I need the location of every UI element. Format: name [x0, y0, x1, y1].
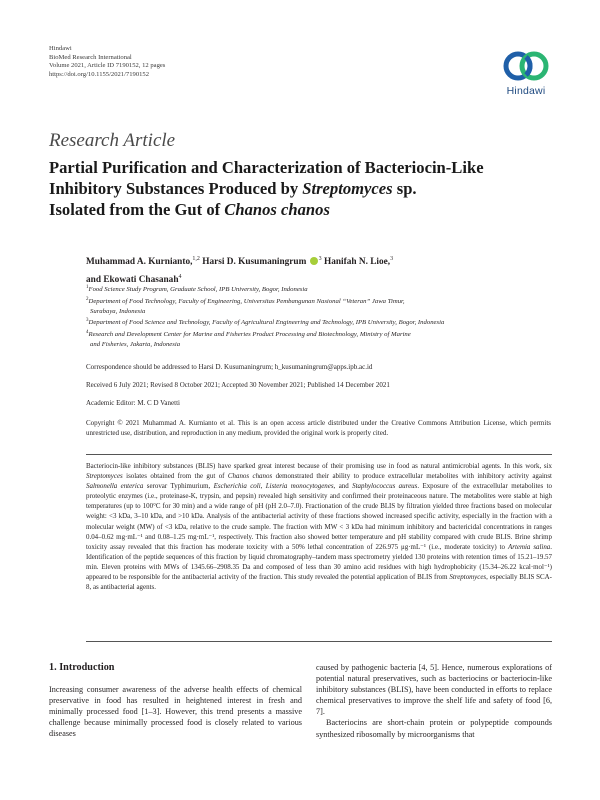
title-line-3: Isolated from the Gut of Chanos chanos — [49, 200, 330, 219]
intro-right-column — [316, 662, 552, 740]
author-name[interactable]: Hanifah N. Lioe, — [324, 257, 391, 268]
intro-paragraph: Increasing consumer awareness of the adverse health effects of chemical preservative in food has resulted in heightened interest in fresh and minimally processed food [1–3]. However, this trend presents a massive challenge because minimally processed food is closely related to various diseases — [49, 685, 302, 739]
affiliation-2: $^2$Department of Food Technology, Faculty of Engineering, Universitas Pembangunan Nasional “Veteran” Jawa Timur, — [86, 296, 405, 306]
divider-bottom — [86, 641, 552, 642]
affiliation-3: $^3$Department of Food Science and Technology, Faculty of Agricultural Engineering and Technology, IPB University, Bogor, Indonesia — [86, 318, 445, 327]
journal-name: BioMed Research International — [49, 53, 132, 61]
author-name[interactable]: Muhammad A. Kurnianto, — [86, 257, 193, 268]
article-type: Research Article — [49, 130, 176, 151]
article-title — [49, 157, 569, 220]
affiliation-4-cont: and Fisheries, Jakarta, Indonesia — [90, 340, 181, 348]
author-list: Muhammad A. Kurnianto,$^{1,2}$ Harsi D. Kusumaningrum $^3$ Hanifah N. Lioe,$^3$ and Ekowati Chasanah$^4$ — [86, 256, 394, 286]
affiliations — [86, 283, 566, 350]
doi-link[interactable]: https://doi.org/10.1155/2021/7190152 — [49, 70, 150, 78]
journal-meta — [49, 45, 165, 79]
affiliation-1: $^1$Food Science Study Program, Graduate School, IPB University, Bogor, Indonesia — [86, 285, 308, 294]
correspondence: Correspondence should be addressed to Harsi D. Kusumaningrum; h_kusumaningrum@apps.ipb.ac.id — [86, 363, 373, 371]
section-heading: 1. Introduction — [49, 662, 115, 673]
intro-paragraph: caused by pathogenic bacteria [4, 5]. Hence, numerous explorations of potential natural preservatives, such as bacteriocins or bacteriocin-like inhibitory substances (BLIS), have been conducted in efforts to replace chemical preservatives to improve the shelf life and safety of food [6, 7]. — [316, 663, 552, 717]
academic-editor: Academic Editor: M. C D Vanetti — [86, 399, 180, 407]
hindawi-rings-icon — [502, 48, 550, 84]
intro-paragraph: Bacteriocins are short-chain protein or polypeptide compounds synthesized ribosomally by microorganisms that — [316, 718, 552, 739]
license-statement: Copyright © 2021 Muhammad A. Kurnianto et al. This is an open access article distributed under the Creative Commons Attribution License, which permits unrestricted use, distribution, and reproduction in any medium, provided the original work is properly cited. — [86, 419, 551, 438]
abstract: Bacteriocin-like inhibitory substances (BLIS) have sparked great interest because of their promising use in food as natural antimicrobial agents. In this work, six Streptomyces isolates obtained from the gut of Chanos chanos demonstrated their ability to produce extracellular metabolites with inhibitory activity against Salmonella enterica serovar Typhimurium, Escherichia coli, Listeria monocytogenes, and Staphylococcus aureus. Exposure of the extracellular metabolites to proteolytic enzymes (i.e., proteinase-K, trypsin, and pepsin) revealed high sensitivity and confirmed their proteinaceous nature. The metabolites were stable at high temperatures (up to 100°C for 30 min) and a wide range of pH (pH 2.0–7.0). Fractionation of the crude BLIS by filtration yielded three fractions based on molecular weight: <3 kDa, 3–10 kDa, and >10 kDa. Analysis of the antibacterial activity of these fractions showed increased specific activity, especially in the fraction with a molecular weight (MW) of <3 kDa, relative to the crude sample. The fraction with MW < 3 kDa had minimum inhibitory and bactericidal concentrations in ranges 0.04–0.62 mg·mL⁻¹ and 0.08–1.25 mg·mL⁻¹, respectively. This fraction also showed better temperature and pH stability compared with crude BLIS. Brine shrimp toxicity assay revealed that this fraction has moderate toxicity with a 50% lethal concentration of 226.975 μg·mL⁻¹ (i.e., moderate toxicity) to Artemia salina. Identification of the peptide sequences of this fraction by liquid chromatography–tandem mass spectrometry yielded 130 proteins with retention times of 15.21–19.57 min. Eleven proteins with MWs of 1345.66–2908.35 Da and composed of less than 30 amino acid residues with high hydrophobicity (15.34–26.22 kcal·mol⁻¹) appeared to be responsible for the antibacterial activity of the fraction. This study revealed the potential application of BLIS from Streptomyces, especially BLIS SCA-8, as antibacterial agents. — [86, 462, 553, 592]
hindawi-logo — [496, 48, 556, 106]
affiliation-4: $^4$Research and Development Center for Marine and Fisheries Product Processing and Biotechnology, Ministry of Marine — [86, 330, 411, 339]
volume-info: Volume 2021, Article ID 7190152, 12 pages — [49, 62, 166, 70]
publisher-name: Hindawi — [49, 45, 72, 52]
publication-dates: Received 6 July 2021; Revised 8 October 2021; Accepted 30 November 2021; Published 14 December 2021 — [86, 381, 390, 389]
affiliation-2-cont: Surabaya, Indonesia — [90, 307, 146, 315]
logo-wordmark: Hindawi — [506, 85, 546, 97]
author-name[interactable]: and Ekowati Chasanah — [86, 275, 179, 286]
title-line-1: Partial Purification and Characterization of Bacteriocin-Like — [49, 158, 484, 177]
orcid-icon[interactable] — [310, 257, 318, 265]
title-line-2: Inhibitory Substances Produced by Streptomyces sp. — [49, 179, 417, 198]
intro-left-column — [49, 662, 302, 739]
author-name[interactable]: Harsi D. Kusumaningrum — [202, 257, 307, 268]
divider-top — [86, 454, 552, 455]
